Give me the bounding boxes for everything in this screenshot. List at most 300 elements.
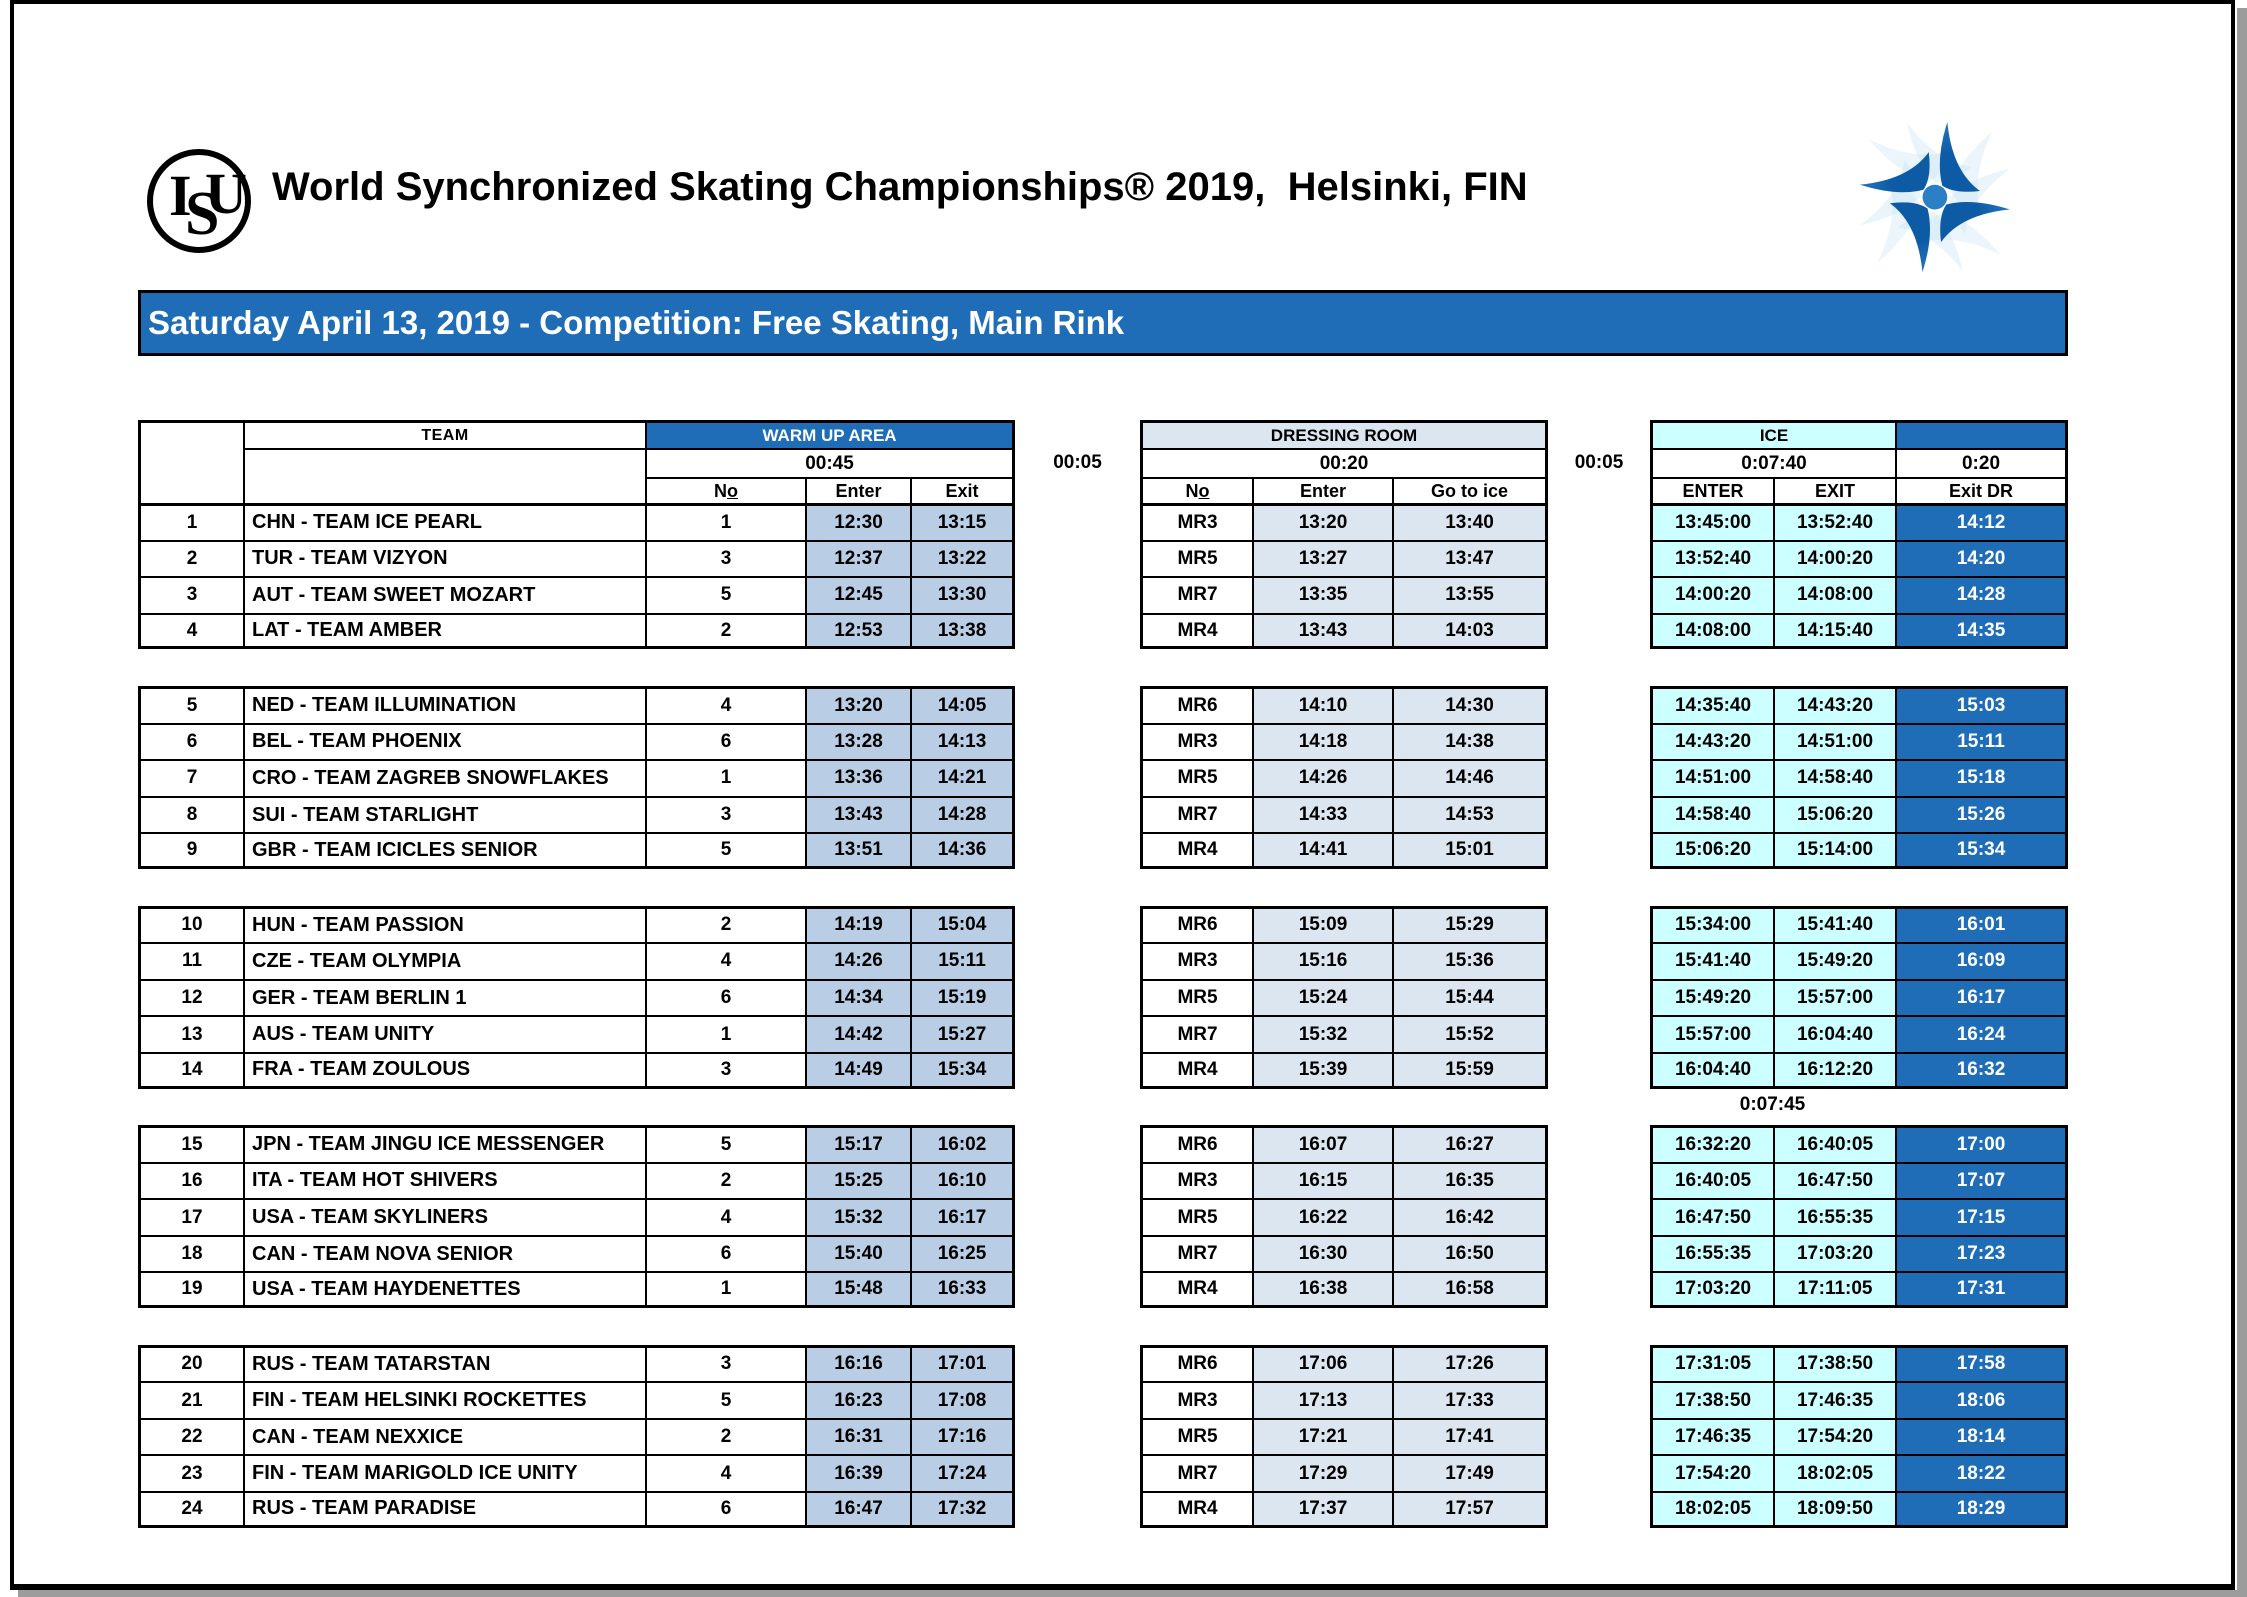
- cell-dressing-gotoice: 17:41: [1392, 1418, 1548, 1455]
- gap-cell: [1548, 906, 1650, 943]
- gap-cell: [1548, 1345, 1650, 1382]
- cell-start-number: 18: [138, 1235, 243, 1272]
- cell-dressing-gotoice: 14:46: [1392, 759, 1548, 796]
- ice-duration: 0:07:40: [1650, 448, 1895, 477]
- gap-cell: [1548, 420, 1650, 448]
- dressing-col-enter: Enter: [1252, 477, 1392, 503]
- cell-warmup-no: 4: [645, 1198, 805, 1235]
- cell-ice-exit: 18:09:50: [1773, 1491, 1895, 1528]
- cell-start-number: 20: [138, 1345, 243, 1382]
- cell-warmup-enter: 16:23: [805, 1381, 910, 1418]
- dressing-col-no: N o: [1140, 477, 1252, 503]
- cell-ice-exit: 14:00:20: [1773, 540, 1895, 577]
- cell-ice-enter: 14:08:00: [1650, 613, 1773, 650]
- cell-start-number: 12: [138, 979, 243, 1016]
- cell-ice-exit: 17:03:20: [1773, 1235, 1895, 1272]
- cell-team-name: USA - TEAM SKYLINERS: [243, 1198, 645, 1235]
- cell-warmup-enter: 16:31: [805, 1418, 910, 1455]
- isu-letter-s: S: [185, 180, 220, 248]
- cell-warmup-exit: 14:28: [910, 796, 1015, 833]
- cell-exit-dr: 14:35: [1895, 613, 2068, 650]
- cell-dressing-no: MR5: [1140, 979, 1252, 1016]
- gap-cell: [1548, 1162, 1650, 1199]
- cell-ice-exit: 16:40:05: [1773, 1125, 1895, 1162]
- cell-team-name: HUN - TEAM PASSION: [243, 906, 645, 943]
- cell-ice-exit: 13:52:40: [1773, 503, 1895, 540]
- cell-warmup-enter: 15:48: [805, 1271, 910, 1308]
- cell-warmup-no: 2: [645, 1418, 805, 1455]
- cell-ice-exit: 17:11:05: [1773, 1271, 1895, 1308]
- gap-cell: [1548, 1125, 1650, 1162]
- cell-warmup-exit: 13:30: [910, 576, 1015, 613]
- gap-cell: [1548, 686, 1650, 723]
- gap-cell: [1015, 686, 1140, 723]
- cell-warmup-enter: 16:16: [805, 1345, 910, 1382]
- cell-warmup-exit: 14:21: [910, 759, 1015, 796]
- gap-cell: [1015, 1454, 1140, 1491]
- cell-team-name: CRO - TEAM ZAGREB SNOWFLAKES: [243, 759, 645, 796]
- cell-dressing-enter: 14:10: [1252, 686, 1392, 723]
- ice-duration-note: 0:07:45: [1739, 1093, 1806, 1115]
- cell-team-name: NED - TEAM ILLUMINATION: [243, 686, 645, 723]
- cell-ice-exit: 17:46:35: [1773, 1381, 1895, 1418]
- cell-warmup-exit: 17:01: [910, 1345, 1015, 1382]
- cell-ice-enter: 16:47:50: [1650, 1198, 1773, 1235]
- cell-dressing-no: MR4: [1140, 832, 1252, 869]
- cell-warmup-no: 6: [645, 723, 805, 760]
- table-header: [138, 420, 2068, 503]
- cell-exit-dr: 15:03: [1895, 686, 2068, 723]
- cell-exit-dr: 16:32: [1895, 1052, 2068, 1089]
- cell-ice-enter: 17:54:20: [1650, 1454, 1773, 1491]
- cell-warmup-enter: 16:39: [805, 1454, 910, 1491]
- cell-start-number: 1: [138, 503, 243, 540]
- cell-dressing-enter: 15:16: [1252, 942, 1392, 979]
- event-snowflake-logo-icon: [1838, 103, 2028, 295]
- exit-dr-duration: 0:20: [1895, 448, 2068, 477]
- cell-ice-enter: 16:55:35: [1650, 1235, 1773, 1272]
- cell-start-number: 13: [138, 1015, 243, 1052]
- cell-warmup-exit: 16:17: [910, 1198, 1015, 1235]
- cell-ice-exit: 18:02:05: [1773, 1454, 1895, 1491]
- cell-warmup-exit: 14:05: [910, 686, 1015, 723]
- cell-exit-dr: 14:12: [1895, 503, 2068, 540]
- cell-ice-enter: 14:35:40: [1650, 686, 1773, 723]
- cell-dressing-no: MR4: [1140, 1491, 1252, 1528]
- cell-ice-exit: 14:58:40: [1773, 759, 1895, 796]
- cell-warmup-exit: 13:38: [910, 613, 1015, 650]
- cell-warmup-exit: 13:22: [910, 540, 1015, 577]
- gap-cell: [1548, 576, 1650, 613]
- cell-dressing-no: MR6: [1140, 1125, 1252, 1162]
- cell-warmup-no: 2: [645, 613, 805, 650]
- cell-team-name: RUS - TEAM PARADISE: [243, 1491, 645, 1528]
- gap-cell: [1015, 906, 1140, 943]
- cell-ice-enter: 16:40:05: [1650, 1162, 1773, 1199]
- cell-team-name: LAT - TEAM AMBER: [243, 613, 645, 650]
- cell-warmup-enter: 12:53: [805, 613, 910, 650]
- cell-warmup-enter: 12:37: [805, 540, 910, 577]
- cell-warmup-exit: 13:15: [910, 503, 1015, 540]
- cell-dressing-no: MR7: [1140, 1235, 1252, 1272]
- schedule-table: [138, 420, 2068, 1528]
- cell-dressing-gotoice: 14:30: [1392, 686, 1548, 723]
- gap-cell: [1015, 1125, 1140, 1162]
- cell-team-name: RUS - TEAM TATARSTAN: [243, 1345, 645, 1382]
- cell-ice-exit: 14:43:20: [1773, 686, 1895, 723]
- cell-ice-exit: 14:08:00: [1773, 576, 1895, 613]
- cell-warmup-exit: 16:02: [910, 1125, 1015, 1162]
- cell-start-number: 6: [138, 723, 243, 760]
- cell-exit-dr: 16:01: [1895, 906, 2068, 943]
- cell-start-number: 24: [138, 1491, 243, 1528]
- cell-team-name: AUT - TEAM SWEET MOZART: [243, 576, 645, 613]
- gap-cell: [1015, 1381, 1140, 1418]
- cell-warmup-exit: 15:34: [910, 1052, 1015, 1089]
- gap-cell: [1015, 477, 1140, 503]
- cell-exit-dr: 17:07: [1895, 1162, 2068, 1199]
- cell-dressing-no: MR4: [1140, 1052, 1252, 1089]
- cell-ice-exit: 16:55:35: [1773, 1198, 1895, 1235]
- warmup-duration: 00:45: [645, 448, 1015, 477]
- cell-warmup-no: 5: [645, 1381, 805, 1418]
- cell-ice-exit: 17:54:20: [1773, 1418, 1895, 1455]
- cell-warmup-exit: 15:11: [910, 942, 1015, 979]
- banner-date-event: Saturday April 13, 2019 - Competition: Free Skating, Main Rink: [138, 290, 2068, 356]
- cell-warmup-no: 6: [645, 1235, 805, 1272]
- cell-exit-dr: 15:11: [1895, 723, 2068, 760]
- gap-cell: [1548, 477, 1650, 503]
- cell-warmup-enter: 13:43: [805, 796, 910, 833]
- cell-exit-dr: 14:20: [1895, 540, 2068, 577]
- warmup-col-exit: Exit: [910, 477, 1015, 503]
- cell-warmup-no: 1: [645, 1271, 805, 1308]
- gap-cell: [1548, 1052, 1650, 1089]
- cell-team-name: CAN - TEAM NEXXICE: [243, 1418, 645, 1455]
- gap-cell: [1548, 1015, 1650, 1052]
- cell-dressing-gotoice: 17:49: [1392, 1454, 1548, 1491]
- cell-warmup-enter: 12:45: [805, 576, 910, 613]
- cell-team-name: FRA - TEAM ZOULOUS: [243, 1052, 645, 1089]
- cell-dressing-no: MR3: [1140, 1162, 1252, 1199]
- cell-dressing-enter: 15:09: [1252, 906, 1392, 943]
- cell-dressing-no: MR6: [1140, 1345, 1252, 1382]
- cell-warmup-exit: 16:25: [910, 1235, 1015, 1272]
- cell-warmup-enter: 15:40: [805, 1235, 910, 1272]
- cell-warmup-no: 2: [645, 906, 805, 943]
- dressing-duration: 00:20: [1140, 448, 1548, 477]
- cell-start-number: 10: [138, 906, 243, 943]
- cell-ice-exit: 16:12:20: [1773, 1052, 1895, 1089]
- cell-dressing-gotoice: 16:58: [1392, 1271, 1548, 1308]
- cell-dressing-gotoice: 16:50: [1392, 1235, 1548, 1272]
- cell-exit-dr: 16:24: [1895, 1015, 2068, 1052]
- cell-ice-enter: 14:43:20: [1650, 723, 1773, 760]
- cell-warmup-enter: 13:20: [805, 686, 910, 723]
- cell-dressing-gotoice: 14:53: [1392, 796, 1548, 833]
- cell-warmup-enter: 16:47: [805, 1491, 910, 1528]
- cell-team-name: CHN - TEAM ICE PEARL: [243, 503, 645, 540]
- cell-team-name: TUR - TEAM VIZYON: [243, 540, 645, 577]
- cell-ice-enter: 14:51:00: [1650, 759, 1773, 796]
- cell-ice-enter: 14:58:40: [1650, 796, 1773, 833]
- dressing-col-gotoice: Go to ice: [1392, 477, 1548, 503]
- cell-ice-enter: 16:32:20: [1650, 1125, 1773, 1162]
- isu-letter-u: U: [205, 161, 247, 226]
- cell-dressing-enter: 14:41: [1252, 832, 1392, 869]
- gap-cell: [1548, 759, 1650, 796]
- warmup-col-enter: Enter: [805, 477, 910, 503]
- cell-warmup-no: 3: [645, 540, 805, 577]
- cell-dressing-gotoice: 15:36: [1392, 942, 1548, 979]
- cell-exit-dr: 18:29: [1895, 1491, 2068, 1528]
- cell-warmup-enter: 14:19: [805, 906, 910, 943]
- gap-cell: [1015, 1418, 1140, 1455]
- cell-ice-exit: 17:38:50: [1773, 1345, 1895, 1382]
- cell-dressing-gotoice: 15:01: [1392, 832, 1548, 869]
- gap-cell: [1015, 1235, 1140, 1272]
- team-group-4: [138, 1125, 2068, 1308]
- cell-start-number: 7: [138, 759, 243, 796]
- cell-team-name: USA - TEAM HAYDENETTES: [243, 1271, 645, 1308]
- cell-warmup-no: 4: [645, 686, 805, 723]
- cell-dressing-gotoice: 14:03: [1392, 613, 1548, 650]
- cell-warmup-exit: 17:24: [910, 1454, 1015, 1491]
- cell-dressing-enter: 15:39: [1252, 1052, 1392, 1089]
- cell-ice-enter: 17:03:20: [1650, 1271, 1773, 1308]
- cell-ice-exit: 15:41:40: [1773, 906, 1895, 943]
- cell-warmup-no: 5: [645, 576, 805, 613]
- cell-warmup-enter: 13:36: [805, 759, 910, 796]
- cell-team-name: BEL - TEAM PHOENIX: [243, 723, 645, 760]
- gap-cell: [1015, 1052, 1140, 1089]
- cell-ice-exit: 16:47:50: [1773, 1162, 1895, 1199]
- cell-warmup-enter: 15:25: [805, 1162, 910, 1199]
- header-exit-dr-band: [1895, 420, 2068, 448]
- cell-dressing-no: MR3: [1140, 503, 1252, 540]
- cell-start-number: 15: [138, 1125, 243, 1162]
- cell-start-number: 2: [138, 540, 243, 577]
- cell-dressing-enter: 17:06: [1252, 1345, 1392, 1382]
- cell-warmup-no: 1: [645, 503, 805, 540]
- header-ice: ICE: [1650, 420, 1895, 448]
- cell-exit-dr: 16:17: [1895, 979, 2068, 1016]
- team-group-2: [138, 686, 2068, 869]
- cell-exit-dr: 18:06: [1895, 1381, 2068, 1418]
- cell-dressing-enter: 13:43: [1252, 613, 1392, 650]
- cell-warmup-enter: 15:17: [805, 1125, 910, 1162]
- cell-warmup-no: 3: [645, 1345, 805, 1382]
- cell-team-name: AUS - TEAM UNITY: [243, 1015, 645, 1052]
- cell-ice-exit: 15:14:00: [1773, 832, 1895, 869]
- cell-dressing-gotoice: 15:52: [1392, 1015, 1548, 1052]
- ice-col-exit: EXIT: [1773, 477, 1895, 503]
- cell-dressing-no: MR3: [1140, 1381, 1252, 1418]
- group-separator: [138, 1308, 2068, 1345]
- gap-cell: [1015, 759, 1140, 796]
- cell-dressing-gotoice: 16:35: [1392, 1162, 1548, 1199]
- page-title: World Synchronized Skating Championships® 2019, Helsinki, FIN: [272, 165, 1528, 209]
- gap-cell: [1548, 613, 1650, 650]
- cell-dressing-no: MR7: [1140, 1015, 1252, 1052]
- page-shadow-bottom: [18, 1590, 2247, 1597]
- cell-dressing-enter: 15:24: [1252, 979, 1392, 1016]
- cell-dressing-no: MR5: [1140, 1418, 1252, 1455]
- cell-warmup-no: 3: [645, 1052, 805, 1089]
- cell-dressing-enter: 15:32: [1252, 1015, 1392, 1052]
- gap-cell: [1548, 1418, 1650, 1455]
- cell-ice-enter: 15:49:20: [1650, 979, 1773, 1016]
- gap-cell: [1015, 1162, 1140, 1199]
- cell-warmup-exit: 16:33: [910, 1271, 1015, 1308]
- cell-warmup-no: 4: [645, 1454, 805, 1491]
- gap-cell: [1015, 576, 1140, 613]
- team-group-5: [138, 1345, 2068, 1528]
- group-separator: [138, 1089, 2068, 1126]
- cell-start-number: 21: [138, 1381, 243, 1418]
- cell-start-number: 3: [138, 576, 243, 613]
- exit-dr-col: Exit DR: [1895, 477, 2068, 503]
- cell-warmup-no: 4: [645, 942, 805, 979]
- cell-start-number: 5: [138, 686, 243, 723]
- cell-ice-enter: 16:04:40: [1650, 1052, 1773, 1089]
- cell-dressing-enter: 17:13: [1252, 1381, 1392, 1418]
- gap-cell: [1015, 832, 1140, 869]
- gap-cell: [1015, 540, 1140, 577]
- cell-exit-dr: 17:23: [1895, 1235, 2068, 1272]
- cell-team-name: CAN - TEAM NOVA SENIOR: [243, 1235, 645, 1272]
- team-group-3: [138, 906, 2068, 1089]
- gap-cell: [1015, 1015, 1140, 1052]
- cell-warmup-enter: 14:34: [805, 979, 910, 1016]
- cell-warmup-exit: 17:16: [910, 1418, 1015, 1455]
- ice-col-enter: ENTER: [1650, 477, 1773, 503]
- cell-dressing-no: MR6: [1140, 906, 1252, 943]
- cell-exit-dr: 15:26: [1895, 796, 2068, 833]
- gap-cell: [1548, 979, 1650, 1016]
- isu-logo-icon: [147, 149, 251, 253]
- cell-ice-exit: 14:15:40: [1773, 613, 1895, 650]
- cell-dressing-enter: 14:26: [1252, 759, 1392, 796]
- cell-team-name: ITA - TEAM HOT SHIVERS: [243, 1162, 645, 1199]
- cell-dressing-no: MR5: [1140, 759, 1252, 796]
- cell-warmup-no: 5: [645, 1125, 805, 1162]
- cell-dressing-enter: 14:18: [1252, 723, 1392, 760]
- cell-dressing-enter: 17:37: [1252, 1491, 1392, 1528]
- header-warmup-area: WARM UP AREA: [645, 420, 1015, 448]
- cell-ice-enter: 17:38:50: [1650, 1381, 1773, 1418]
- gap-cell: [1015, 796, 1140, 833]
- gap-cell: [1548, 723, 1650, 760]
- cell-ice-enter: 18:02:05: [1650, 1491, 1773, 1528]
- cell-start-number: 4: [138, 613, 243, 650]
- cell-dressing-no: MR3: [1140, 942, 1252, 979]
- cell-dressing-no: MR7: [1140, 1454, 1252, 1491]
- cell-exit-dr: 17:58: [1895, 1345, 2068, 1382]
- cell-start-number: 19: [138, 1271, 243, 1308]
- cell-dressing-no: MR4: [1140, 1271, 1252, 1308]
- cell-team-name: GER - TEAM BERLIN 1: [243, 979, 645, 1016]
- cell-dressing-no: MR3: [1140, 723, 1252, 760]
- cell-ice-enter: 15:57:00: [1650, 1015, 1773, 1052]
- gap-cell: [1015, 942, 1140, 979]
- cell-dressing-enter: 16:30: [1252, 1235, 1392, 1272]
- cell-dressing-enter: 17:21: [1252, 1418, 1392, 1455]
- cell-dressing-no: MR6: [1140, 686, 1252, 723]
- cell-exit-dr: 14:28: [1895, 576, 2068, 613]
- cell-warmup-exit: 17:32: [910, 1491, 1015, 1528]
- cell-warmup-no: 5: [645, 832, 805, 869]
- cell-dressing-enter: 16:15: [1252, 1162, 1392, 1199]
- group-separator: [138, 869, 2068, 906]
- header-team: TEAM: [243, 420, 645, 448]
- cell-warmup-exit: 15:19: [910, 979, 1015, 1016]
- gap-cell: [1548, 796, 1650, 833]
- cell-dressing-gotoice: 15:44: [1392, 979, 1548, 1016]
- cell-ice-enter: 14:00:20: [1650, 576, 1773, 613]
- cell-dressing-gotoice: 13:40: [1392, 503, 1548, 540]
- cell-dressing-no: MR5: [1140, 540, 1252, 577]
- cell-warmup-no: 6: [645, 1491, 805, 1528]
- cell-warmup-enter: 15:32: [805, 1198, 910, 1235]
- gap-cell: [1015, 503, 1140, 540]
- cell-ice-enter: 17:31:05: [1650, 1345, 1773, 1382]
- cell-dressing-enter: 13:35: [1252, 576, 1392, 613]
- cell-warmup-exit: 16:10: [910, 1162, 1015, 1199]
- gap-cell: [1015, 1271, 1140, 1308]
- cell-start-number: 9: [138, 832, 243, 869]
- cell-warmup-exit: 14:36: [910, 832, 1015, 869]
- cell-dressing-gotoice: 13:55: [1392, 576, 1548, 613]
- gap-cell: [1015, 723, 1140, 760]
- gap-cell: [1015, 1491, 1140, 1528]
- cell-ice-exit: 14:51:00: [1773, 723, 1895, 760]
- warmup-col-no: N o: [645, 477, 805, 503]
- gap-cell: [1548, 1381, 1650, 1418]
- cell-dressing-gotoice: 14:38: [1392, 723, 1548, 760]
- cell-start-number: 16: [138, 1162, 243, 1199]
- cell-team-name: SUI - TEAM STARLIGHT: [243, 796, 645, 833]
- cell-ice-enter: 15:34:00: [1650, 906, 1773, 943]
- cell-ice-exit: 15:57:00: [1773, 979, 1895, 1016]
- cell-ice-exit: 16:04:40: [1773, 1015, 1895, 1052]
- cell-start-number: 11: [138, 942, 243, 979]
- cell-start-number: 14: [138, 1052, 243, 1089]
- cell-start-number: 17: [138, 1198, 243, 1235]
- gap-cell: [1548, 1198, 1650, 1235]
- gap-cell: [1015, 1198, 1140, 1235]
- cell-team-name: CZE - TEAM OLYMPIA: [243, 942, 645, 979]
- cell-dressing-gotoice: 17:26: [1392, 1345, 1548, 1382]
- cell-start-number: 23: [138, 1454, 243, 1491]
- cell-warmup-no: 3: [645, 796, 805, 833]
- isu-letter-i: I: [169, 163, 192, 228]
- header-index-cell: [138, 420, 243, 503]
- cell-start-number: 8: [138, 796, 243, 833]
- gap-cell: [1548, 1271, 1650, 1308]
- cell-team-name: GBR - TEAM ICICLES SENIOR: [243, 832, 645, 869]
- cell-exit-dr: 15:18: [1895, 759, 2068, 796]
- cell-dressing-gotoice: 16:42: [1392, 1198, 1548, 1235]
- cell-exit-dr: 17:00: [1895, 1125, 2068, 1162]
- cell-ice-enter: 13:52:40: [1650, 540, 1773, 577]
- cell-dressing-enter: 16:38: [1252, 1271, 1392, 1308]
- cell-dressing-gotoice: 17:33: [1392, 1381, 1548, 1418]
- cell-dressing-enter: 13:27: [1252, 540, 1392, 577]
- gap-cell: [1548, 942, 1650, 979]
- cell-exit-dr: 18:22: [1895, 1454, 2068, 1491]
- cell-ice-exit: 15:49:20: [1773, 942, 1895, 979]
